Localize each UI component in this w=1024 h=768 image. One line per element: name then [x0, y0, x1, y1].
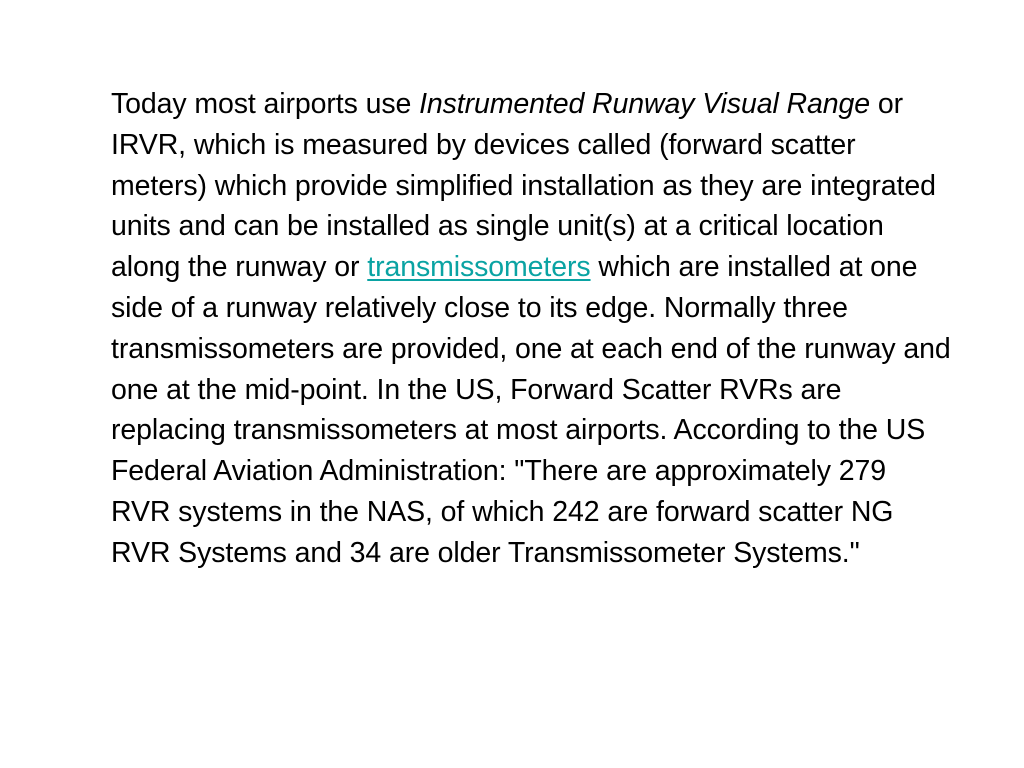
transmissometers-link[interactable]: transmissometers: [367, 251, 591, 284]
italic-term: Instrumented Runway Visual Range: [419, 88, 871, 120]
text-segment: or IRVR, which is measured by devices called (forward scatter meters) which provide simplified installation as they are integrated units and can be installed as single unit(s) at a critical location along the runway or: [111, 88, 936, 284]
text-segment: which are installed at one side of a runway relatively close to its edge. Normally three transmissometers are provided, one at each end of the runway and one at the mid-point. In the US, Forward Scatter RVRs are replacing transmissometers at most airports. According to the US Federal Aviation Administration: "There are approximately 279 RVR systems in the NAS, of which 242 are forward scatter NG RVR Systems and 34 are older Transmissometer Systems.": [111, 251, 951, 569]
text-segment: Today most airports use: [111, 88, 420, 120]
body-paragraph: [111, 84, 951, 574]
